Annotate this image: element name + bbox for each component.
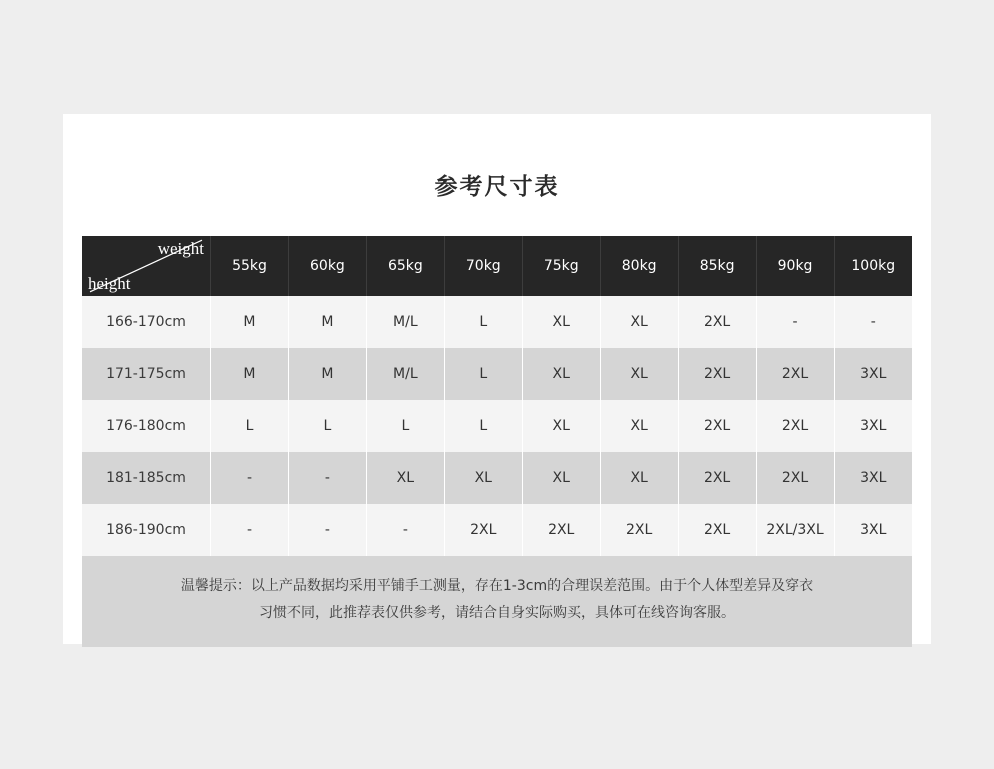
column-header-weight: 100kg [834, 236, 912, 296]
size-cell: XL [600, 452, 678, 504]
column-header-weight: 65kg [366, 236, 444, 296]
size-table-container [63, 236, 931, 556]
size-table-body [82, 296, 912, 556]
size-cell: 2XL [678, 348, 756, 400]
size-cell: 3XL [834, 400, 912, 452]
size-cell: XL [522, 296, 600, 348]
size-cell: XL [522, 348, 600, 400]
column-header-weight: 60kg [288, 236, 366, 296]
size-cell: XL [600, 400, 678, 452]
size-cell: M [211, 296, 289, 348]
size-cell: M/L [366, 296, 444, 348]
size-cell: L [288, 400, 366, 452]
table-corner-cell [82, 236, 211, 296]
size-table-header [82, 236, 912, 296]
note-line-1: 温馨提示：以上产品数据均采用平铺手工测量，存在1-3cm的合理误差范围。由于个人体型差异及穿衣 [180, 578, 814, 594]
note-line-2: 习惯不同，此推荐表仅供参考，请结合自身实际购买，具体可在线咨询客服。 [259, 605, 735, 621]
column-header-weight: 90kg [756, 236, 834, 296]
size-cell: M [288, 348, 366, 400]
page-title: 参考尺寸表 [434, 174, 560, 200]
size-cell: 3XL [834, 452, 912, 504]
row-header-height: 171-175cm [82, 348, 211, 400]
size-cell: XL [444, 452, 522, 504]
size-cell: 2XL [678, 400, 756, 452]
size-cell: 3XL [834, 348, 912, 400]
table-row [82, 452, 912, 504]
size-cell: XL [366, 452, 444, 504]
row-header-height: 176-180cm [82, 400, 211, 452]
size-cell: 2XL [600, 504, 678, 556]
size-cell: L [444, 348, 522, 400]
row-header-height: 186-190cm [82, 504, 211, 556]
row-header-height: 166-170cm [82, 296, 211, 348]
size-cell: L [366, 400, 444, 452]
size-cell: 3XL [834, 504, 912, 556]
size-cell: 2XL [756, 452, 834, 504]
size-cell: - [288, 452, 366, 504]
table-row [82, 348, 912, 400]
size-cell: L [444, 296, 522, 348]
size-cell: 2XL/3XL [756, 504, 834, 556]
size-cell: XL [600, 296, 678, 348]
size-cell: L [444, 400, 522, 452]
column-header-weight: 80kg [600, 236, 678, 296]
size-cell: - [834, 296, 912, 348]
size-cell: 2XL [678, 504, 756, 556]
size-cell: - [366, 504, 444, 556]
column-header-weight: 55kg [211, 236, 289, 296]
height-axis-label: height [88, 274, 131, 293]
size-cell: 2XL [756, 348, 834, 400]
weight-axis-label: weight [157, 239, 204, 258]
size-cell: - [211, 504, 289, 556]
size-cell: - [288, 504, 366, 556]
table-row [82, 296, 912, 348]
size-cell: M/L [366, 348, 444, 400]
size-cell: XL [522, 452, 600, 504]
column-header-weight: 75kg [522, 236, 600, 296]
column-header-weight: 85kg [678, 236, 756, 296]
size-cell: - [756, 296, 834, 348]
size-cell: XL [522, 400, 600, 452]
size-cell: 2XL [678, 296, 756, 348]
size-cell: XL [600, 348, 678, 400]
size-cell: M [288, 296, 366, 348]
table-row [82, 504, 912, 556]
size-table [82, 236, 912, 556]
size-cell: 2XL [678, 452, 756, 504]
size-cell: 2XL [444, 504, 522, 556]
size-cell: M [211, 348, 289, 400]
size-cell: 2XL [756, 400, 834, 452]
size-chart-note [82, 556, 912, 647]
header-row [82, 236, 912, 296]
table-row [82, 400, 912, 452]
column-header-weight: 70kg [444, 236, 522, 296]
size-cell: - [211, 452, 289, 504]
row-header-height: 181-185cm [82, 452, 211, 504]
size-cell: 2XL [522, 504, 600, 556]
size-chart-card [63, 114, 931, 644]
size-cell: L [211, 400, 289, 452]
